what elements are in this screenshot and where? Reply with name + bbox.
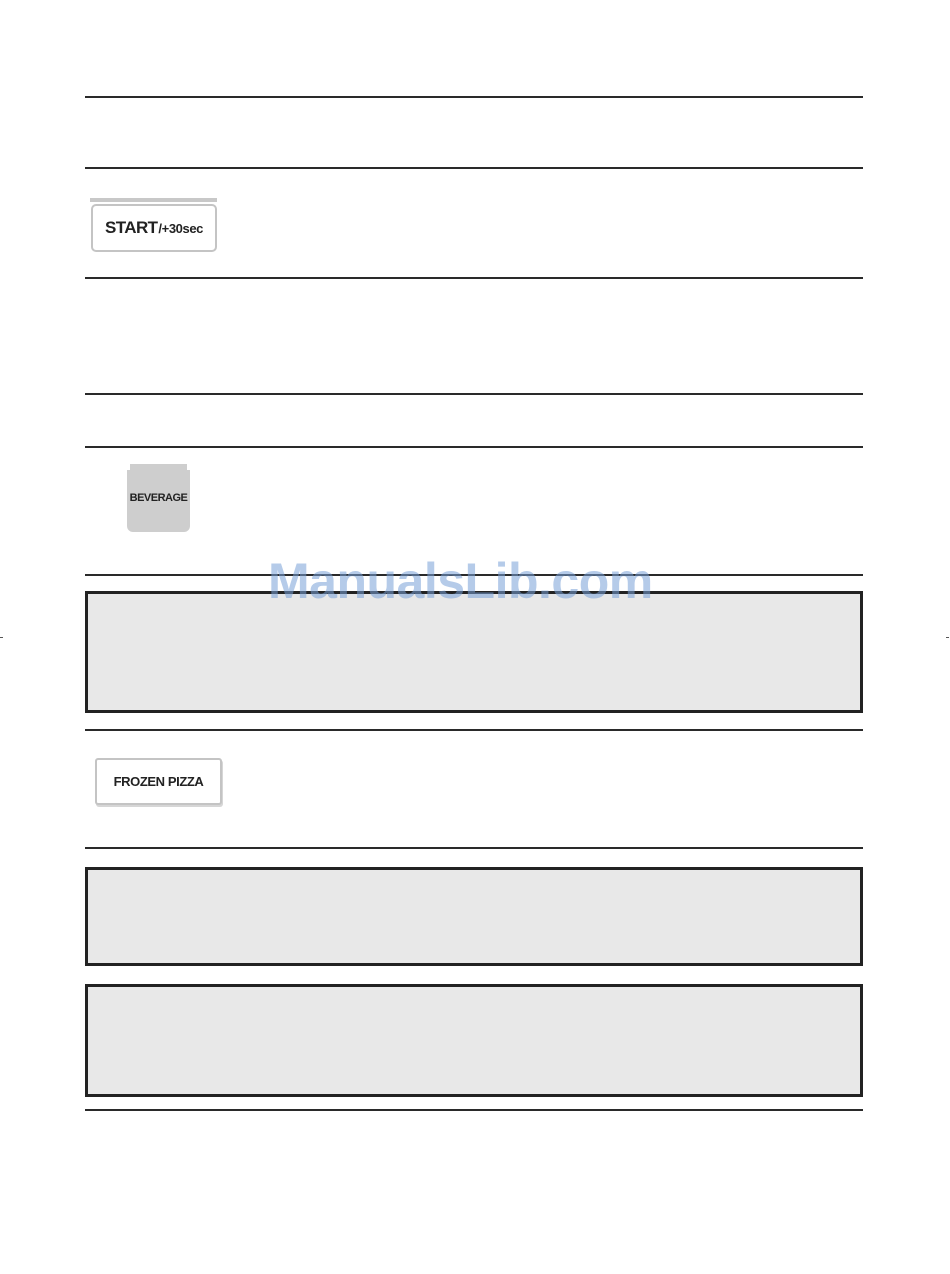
section-rule [85,167,863,169]
button-top-bar [90,198,217,202]
button-notch [187,464,190,470]
note-box [85,984,863,1097]
section-rule [85,1109,863,1111]
start-button-face [91,204,217,252]
start-button-sublabel: /+30sec [158,220,203,236]
watermark: ManualsLib.com [268,553,653,609]
section-rule [85,96,863,98]
frozen-pizza-button[interactable] [95,758,222,805]
section-rule [85,446,863,448]
crop-mark [946,637,949,638]
start-30sec-button[interactable] [90,198,217,252]
beverage-button-face [127,464,190,532]
section-rule [85,729,863,731]
beverage-button[interactable] [127,464,191,532]
section-rule [85,847,863,849]
frozen-pizza-button-label: FROZEN PIZZA [113,774,204,789]
beverage-button-label: BEVERAGE [129,492,188,504]
section-rule [85,277,863,279]
crop-mark [0,637,3,638]
note-box [85,867,863,966]
section-rule [85,393,863,395]
button-notch [127,464,130,470]
start-button-label: START [105,218,158,237]
